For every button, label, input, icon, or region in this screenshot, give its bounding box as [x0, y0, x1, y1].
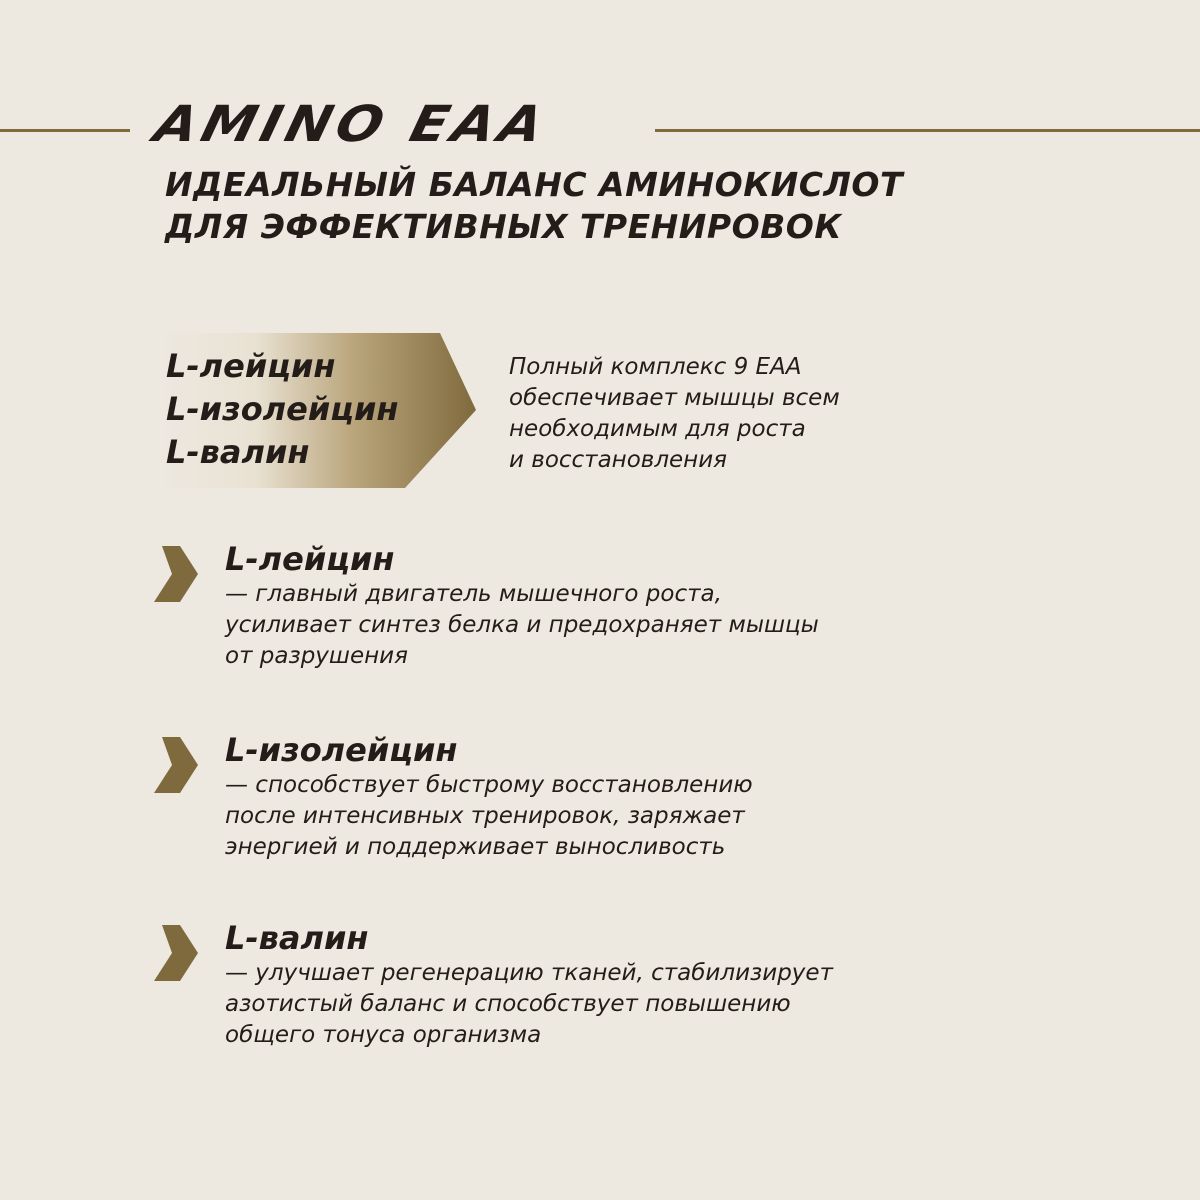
description-line: энергией и поддерживает выносливость — [225, 834, 726, 860]
description-line: — улучшает регенерацию тканей, стабилизирует — [225, 960, 833, 986]
description-line: общего тонуса организма — [225, 1022, 542, 1048]
chevron-right-icon — [154, 546, 200, 602]
description-line: обеспечивает мышцы всем — [509, 385, 840, 411]
item-description — [225, 958, 833, 1051]
description-line: Полный комплекс 9 ЕАА — [509, 354, 802, 380]
chevron-right-icon — [154, 737, 200, 793]
subtitle-line: ДЛЯ ЭФФЕКТИВНЫХ ТРЕНИРОВОК — [165, 207, 842, 246]
description-line: азотистый баланс и способствует повышению — [225, 991, 791, 1017]
item-name: L-лейцин — [225, 540, 395, 578]
amino-acid-list-item: L-валин — [166, 433, 310, 471]
item-description — [225, 770, 753, 863]
subtitle — [165, 164, 903, 248]
description-line: после интенсивных тренировок, заряжает — [225, 803, 745, 829]
description-line: и восстановления — [509, 447, 728, 473]
amino-acid-list — [166, 345, 398, 474]
amino-acid-list-item: L-изолейцин — [166, 390, 399, 428]
description-line: усиливает синтез белка и предохраняет мышцы — [225, 612, 819, 638]
item-description — [225, 579, 819, 672]
chevron-right-icon — [154, 925, 200, 981]
description-line: — способствует быстрому восстановлению — [225, 772, 753, 798]
subtitle-line: ИДЕАЛЬНЫЙ БАЛАНС АМИНОКИСЛОТ — [165, 165, 903, 204]
item-name: L-валин — [225, 919, 369, 957]
complex-description — [509, 352, 840, 476]
header-rule-left — [0, 129, 130, 132]
description-line: — главный двигатель мышечного роста, — [225, 581, 722, 607]
description-line: необходимым для роста — [509, 416, 806, 442]
header-rule-right — [655, 129, 1200, 132]
description-line: от разрушения — [225, 643, 408, 669]
amino-acid-list-item: L-лейцин — [166, 347, 336, 385]
brand-title: AMINO EAA — [148, 95, 555, 154]
item-name: L-изолейцин — [225, 731, 458, 769]
